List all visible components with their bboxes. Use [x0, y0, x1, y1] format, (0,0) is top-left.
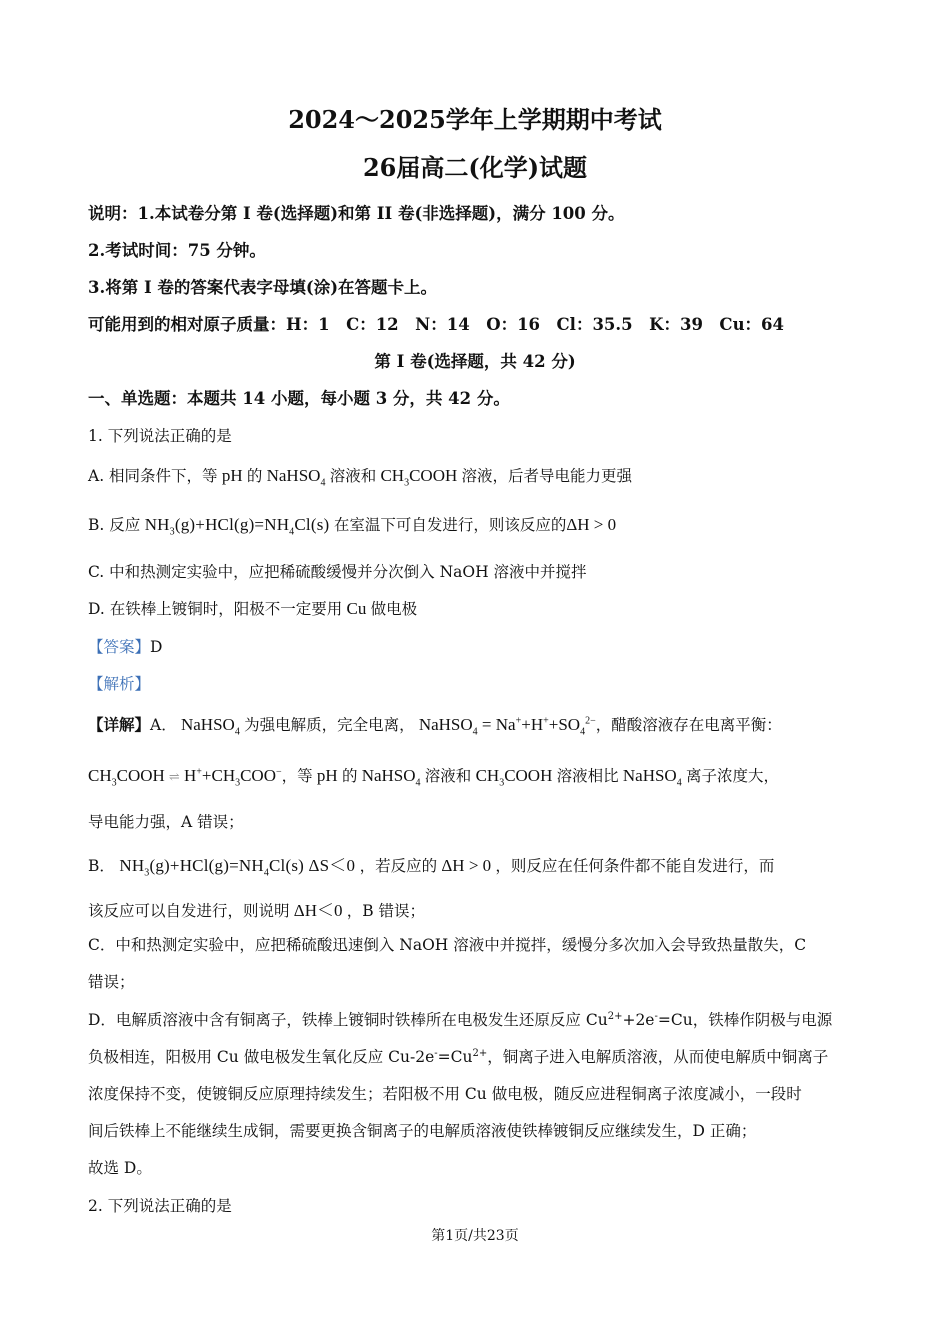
intro-line-1: 说明：1.本试卷分第 I 卷(选择题)和第 II 卷(非选择题)，满分 100 分。 [88, 204, 625, 223]
detail-d-line-1: D．电解质溶液中含有铜离子，铁棒上镀铜时铁棒所在电极发生还原反应 $Cu^{2+}+2e^-=Cu$，铁棒作阴极与电源 [88, 1010, 833, 1029]
question-1-option-b: B. 反应 $NH_3(g)+HCl(g)=NH_4Cl(s)$ 在室温下可自发进行，则该反应的ΔH > 0 [88, 515, 617, 538]
question-2-stem: 2. 下列说法正确的是 [88, 1197, 232, 1215]
question-1-option-a: A. 相同条件下，等 pH 的 NaHSO$_4$ 溶液和 $CH_3COOH$ 溶液，后者导电能力更强 [88, 466, 633, 489]
question-1-option-c: C. 中和热测定实验中，应把稀硫酸缓慢并分次倒入 NaOH 溶液中并搅拌 [88, 563, 587, 581]
answer-line [88, 635, 162, 657]
exam-title: 2024～2025学年上学期期中考试 [288, 105, 662, 134]
detail-c-line-2: 错误； [88, 973, 135, 991]
exam-subtitle: 26届高二(化学)试题 [362, 153, 588, 182]
conclusion-line: 故选 D。 [88, 1159, 152, 1177]
detail-c-line-1: C．中和热测定实验中，应把稀硫酸迅速倒入 NaOH 溶液中并搅拌，缓慢分多次加入会导致热量散失，C [88, 936, 807, 954]
atomic-mass-line: 可能用到的相对原子质量：H：1 C：12 N：14 O：16 Cl：35.5 K：39 Cu：64 [88, 315, 785, 334]
detail-d-line-2: 负极相连，阳极用 Cu 做电极发生氧化反应 $Cu-2e^-=Cu^{2+}$，铜离子进入电解质溶液，从而使电解质中铜离子 [88, 1047, 829, 1066]
detail-b-line-2: 该反应可以自发进行，则说明 ΔH＜0 ，B 错误； [88, 901, 426, 920]
answer-label: 【答案】 [88, 638, 151, 656]
page-footer: 第1页/共23页 [431, 1228, 519, 1244]
intro-line-3: 3.将第 I 卷的答案代表字母填(涂)在答题卡上。 [88, 278, 438, 297]
detail-a-line-2: $CH_3COOH$ ⇌ $H^++CH_3COO^-$，等 pH 的 NaHSO$_4$ 溶液和 $CH_3COOH$ 溶液相比 NaHSO$_4$ 离子浓度大， [88, 766, 779, 789]
answer-value: D [150, 638, 163, 656]
detail-a-line-3: 导电能力强，A 错误； [88, 813, 244, 831]
detail-b-line-1: B． $NH_3(g)+HCl(g)=NH_4Cl(s)$ ΔS＜0 ，若反应的 ΔH > 0 ，则反应在任何条件都不能自发进行，而 [88, 856, 775, 879]
intro-line-2: 2.考试时间：75 分钟。 [88, 241, 266, 260]
detail-d-line-3: 浓度保持不变，使镀铜反应原理持续发生；若阳极不用 Cu 做电极，随反应进程铜离子浓度减小，一段时 [88, 1085, 802, 1103]
section-title: 第 I 卷(选择题，共 42 分) [374, 352, 576, 371]
detail-d-line-4: 间后铁棒上不能继续生成铜，需要更换含铜离子的电解质溶液使铁棒镀铜反应继续发生，D 正确； [88, 1122, 757, 1140]
question-1-option-d: D. 在铁棒上镀铜时，阳极不一定要用 Cu 做电极 [88, 599, 418, 618]
section-heading: 一、单选题：本题共 14 小题，每小题 3 分，共 42 分。 [88, 389, 510, 408]
detail-a-line-1: 【详解】A． NaHSO$_4$ 为强电解质，完全电离， NaHSO$_4$ = $Na^++H^++SO_4^{2-}$，醋酸溶液存在电离平衡： [88, 715, 782, 738]
question-1-stem: 1. 下列说法正确的是 [88, 427, 232, 445]
analysis-label: 【解析】 [88, 675, 151, 693]
